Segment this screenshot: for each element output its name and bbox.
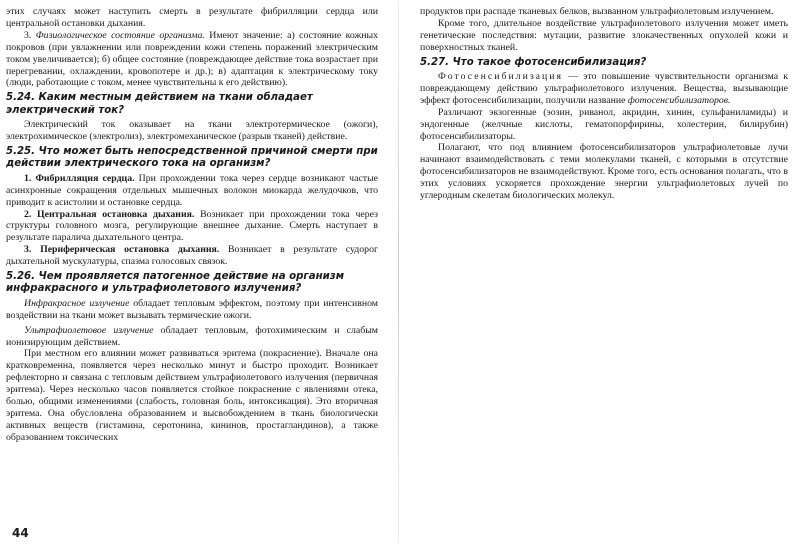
list-item: [6, 173, 378, 209]
paragraph-ultraviolet: [6, 325, 378, 349]
paragraph-text: — это повышение чувствительности организма к повреждающему действию ультрафиолетового излучения. Вещества, вызывающие эффект фотосенсибилизации, получили название: [420, 71, 788, 106]
term: Фотосенсибилизация: [438, 71, 564, 83]
item-title: 3. Периферическая остановка дыхания.: [24, 244, 220, 256]
item-text: При прохождении тока через сердце возникают частые асинхронные сокращения отдельных мышечных волокон миокарда желудочков, что приводит к асистолии и остановке сердца.: [6, 172, 378, 208]
list-item: [6, 244, 378, 268]
paragraph: При местном его влиянии может развиваться эритема (покраснение). Вначале она кратковременна, появляется через несколько минут и быстро проходит. Возникает рефлекторно и связана с тепловым действием ультрафиолетового излучения (первичная эритема). Через несколько часов появляется стойкое покраснение с явлениями отека, болью, общими изменениями (слабость, головная боль, интоксикация). Это вторичная эритема. Она обусловлена образованием и высвобождением в ткань биологически активных веществ (гистамина, серотонина, кининов, простагландинов), а также образованием токсических: [6, 348, 378, 443]
paragraph: Кроме того, длительное воздействие ультрафиолетового излучения может иметь генетические последствия: мутации, развитие злокачественных опухолей кожи и поверхностных тканей.: [420, 17, 788, 53]
list-item: [6, 209, 378, 245]
question-heading-5-27: 5.27. Что такое фотосенсибилизация?: [420, 56, 647, 68]
item-text: Возникает в результате судорог дыхательной мускулатуры, спазма голосовых связок.: [6, 244, 378, 268]
paragraph-definition: [420, 71, 788, 107]
term: фотосенсибилизаторов.: [627, 94, 731, 106]
question-heading-5-25: 5.25. Что может быть непосредственной причиной смерти при действии электрического тока на организм?: [6, 145, 378, 170]
paragraph: этих случаях может наступить смерть в результате фибрилляции сердца или центральной остановки дыхания.: [6, 6, 378, 29]
paragraph: Различают экзогенные (эозин, риванол, акридин, хинин, сульфаниламиды) и эндогенные (желчные кислоты, гематопорфирины, холестерин, билирубин) фотосенсибилизаторы.: [420, 106, 788, 142]
list-number: 3.: [24, 29, 32, 41]
item-title: 2. Центральная остановка дыхания.: [24, 208, 195, 220]
term: Инфракрасное излучение: [24, 297, 130, 309]
term: Ультрафиолетовое излучение: [24, 324, 154, 336]
paragraph-infrared: [6, 298, 378, 322]
page-number: 44: [12, 526, 29, 540]
paragraph-physiological-state: [6, 30, 378, 90]
paragraph-text: Имеют значение: а) состояние кожных покровов (при увлажнении или повреждении кожи степень поражений электрическим током увеличивается); б) общее состояние (повреждающее действие тока возрастает при перегревании, охлаждении, кровопотере и др.); в) адаптация к электрическому току (люди, работающие с током, менее чувствительны к его действию).: [6, 29, 378, 89]
term: Физиологическое состояние организма.: [35, 29, 205, 41]
paragraph: Электрический ток оказывает на ткани электротермическое (ожоги), электрохимическое (электролиз), электромеханическое (разрыв тканей) действие.: [6, 119, 378, 143]
left-page: [6, 6, 378, 540]
gutter-divider: [398, 0, 399, 544]
question-heading-5-26: 5.26. Чем проявляется патогенное действие на организм инфракрасного и ультрафиолетового излучения?: [6, 271, 345, 295]
right-page: [420, 6, 788, 540]
paragraph: продуктов при распаде тканевых белков, вызванном ультрафиолетовым излучением.: [420, 6, 774, 17]
question-heading-5-24: 5.24. Каким местным действием на ткани обладает электрический ток?: [6, 92, 313, 116]
paragraph-text: обладает тепловым эффектом, поэтому при интенсивном воздействии на ткани может вызывать термические ожоги.: [6, 297, 378, 321]
paragraph: Полагают, что под влиянием фотосенсибилизаторов ультрафиолетовые лучи начинают взаимодействовать с теми молекулами тканей, с которыми в отсутствие фотосенсибилизаторов не взаимодействуют. Кроме того, есть основания полагать, что в этих условиях ускоряется прохождение энергии ультрафиолетовых лучей по углеродным скелетам биологических молекул.: [420, 142, 788, 202]
item-text: Возникает при прохождении тока через структуры головного мозга, регулирующие внешнее дыхание. Смерть наступает в результате паралича дыхательного центра.: [6, 208, 378, 244]
item-title: 1. Фибрилляция сердца.: [24, 172, 135, 184]
paragraph-text: обладает тепловым, фотохимическим и слабым ионизирующим действием.: [6, 324, 378, 348]
